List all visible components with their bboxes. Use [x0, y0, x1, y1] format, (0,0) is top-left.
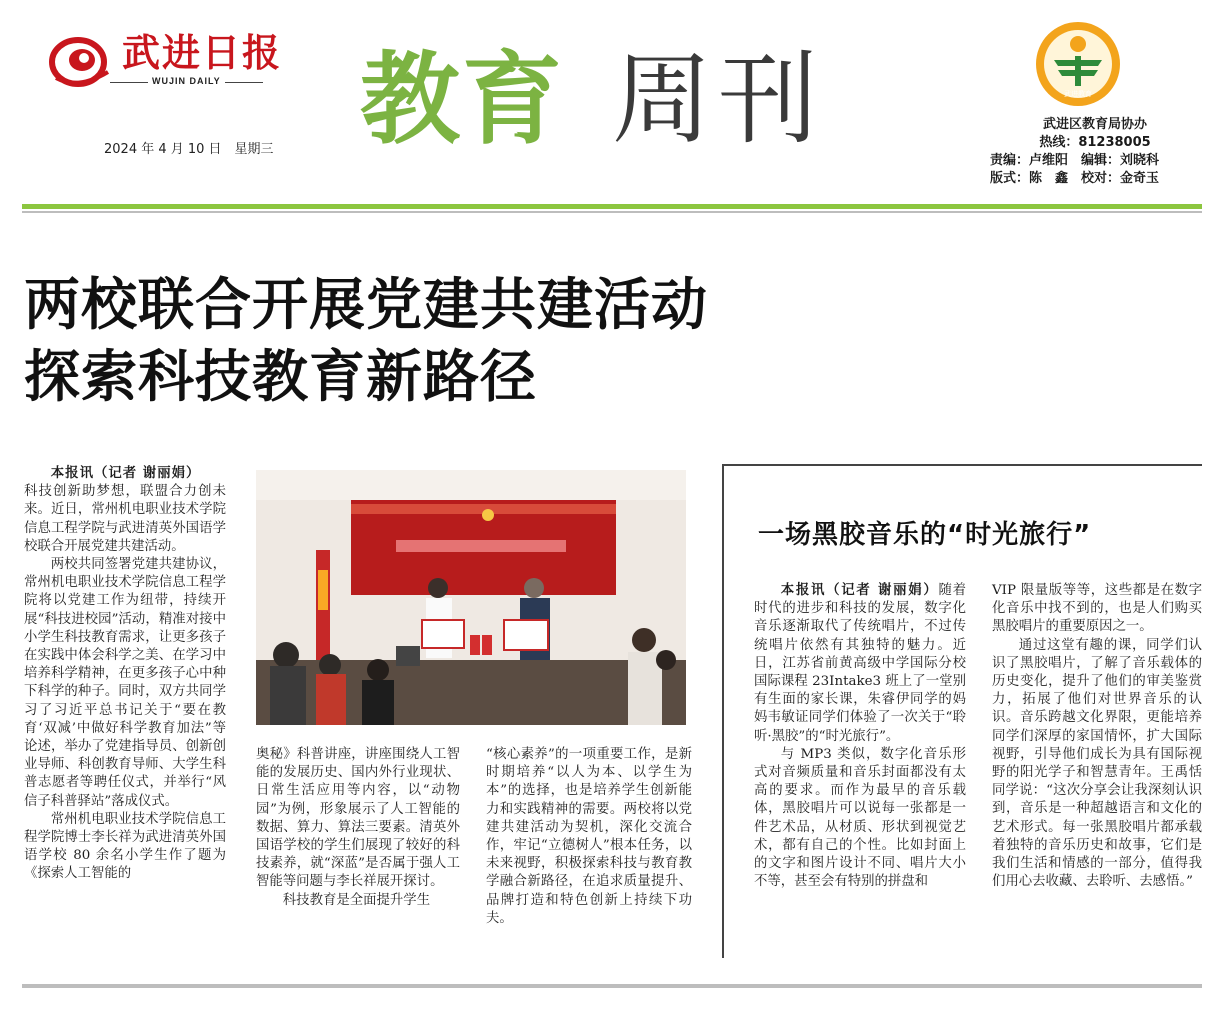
layout-line: 版式：陈 鑫 校对：金奇玉	[990, 171, 1160, 186]
masthead-divider-thin	[22, 211, 1202, 213]
sidebar-paragraph: VIP 限量版等等，这些都是在数字化音乐中找不到的，也是人们购买黑胶唱片的重要原因之一。	[992, 583, 1202, 635]
headline-line-1: 两校联合开展党建共建活动	[24, 273, 708, 338]
credits-block	[990, 116, 1200, 188]
article-paragraph: 科技教育是全面提升学生	[282, 892, 431, 908]
article-paragraph: “核心素养”的一项重要工作，是新时期培养“以人为本、以学生为本”的选择，也是培养学生创新能力和实践精神的需要。两校将以党建共建活动为契机，深化交流合作，牢记“立德树人”根本任务，以未来视野，积极探索科技与教育教学融合新路径，在追求质量提升、品牌打造和特色创新上持续下功夫。	[486, 747, 692, 926]
wujin-education-badge-icon	[1034, 20, 1122, 108]
editor-line: 责编：卢维阳 编辑：刘晓科	[990, 153, 1160, 168]
article-paragraph: 奥秘》科普讲座，讲座围绕人工智能的发展历史、国内外行业现状、日常生活应用等内容，以“动物园”为例，形象展示了人工智能的数据、算力、算法三要素。清英外国语学校的学生们展现了较好的科技素养，就“深蓝”是否属于强人工智能等问题与李长祥展开探讨。	[256, 747, 460, 890]
hotline-line: 热线：81238005	[1039, 135, 1151, 150]
sidebar-column-2	[992, 582, 1202, 891]
headline-line-2: 探索科技教育新路径	[24, 345, 537, 410]
section-title-education: 教育	[360, 41, 564, 158]
badge-text: 武进教育	[1064, 90, 1092, 98]
article-paragraph: 两校共同签署党建共建协议，常州机电职业技术学院信息工程学院将以党建工作为纽带，持续开展“科技进校园”活动，精准对接中小学生科技教育需求，让更多孩子在实践中体会科学之美、在学习中培养科学精神，在更多孩子心中种下科学的种子。同时，双方共同学习了习近平总书记关于“要在教育‘双减’中做好科学教育加法”等论述，举办了党建指导员、创新创业导师、科创教育导师、大学生科普志愿者等聘任仪式，并举行“风信子科普驿站”落成仪式。	[24, 557, 226, 809]
article-paragraph: 常州机电职业技术学院信息工程学院博士李长祥为武进清英外国语学校 80 余名小学生作了题为《探索人工智能的	[24, 811, 226, 882]
sidebar-title: 一场黑胶音乐的“时光旅行”	[758, 520, 1092, 550]
sidebar-paragraph-lead: 随着时代的进步和科技的发展，数字化音乐逐渐取代了传统唱片，不过传统唱片依然有其独特的魅力。近日，江苏省前黄高级中学国际分校国际课程 23Intake3 班上了一堂别有生面的家长课，朱睿伊同学的妈妈韦敏证同学们体验了一次关于“聆听·黑胶”的“时光旅行”。	[754, 583, 967, 744]
article-paragraph: 科技创新助梦想，联盟合力创未来。近日，常州机电职业技术学院信息工程学院与武进清英外国语学校联合开展党建共建活动。	[24, 484, 226, 554]
article-headline	[24, 270, 708, 414]
sidebar-paragraph: 与 MP3 类似，数字化音乐形式对音频质量和音乐封面都没有太高的要求。而作为最早的音乐载体，黑胶唱片可以说每一张都是一件艺术品，从材质、形状到视觉艺术，都有自己的个性。比如封面上的文字和图片设计不同、唱片大小不等，甚至会有特别的拼盘和	[754, 746, 966, 890]
section-title-weekly: 周刊	[612, 41, 824, 158]
issue-date: 2024 年 4 月 10 日 星期三	[104, 142, 274, 157]
organizer-line: 武进区教育局协办	[1042, 117, 1147, 132]
signing-ceremony-photo	[256, 470, 686, 725]
paper-name-en: WUJIN DAILY	[152, 76, 221, 86]
sidebar-column-1	[754, 582, 966, 891]
masthead-divider	[22, 204, 1202, 209]
article-column-1	[24, 465, 226, 884]
article-byline: 本报讯（记者 谢丽娟）	[50, 466, 201, 481]
article-column-3	[486, 746, 692, 928]
sidebar-paragraph: 通过这堂有趣的课，同学们认识了黑胶唱片，了解了音乐载体的历史变化，提升了他们的审美鉴赏力，拓展了他们对世界音乐的认识。音乐跨越文化界限，更能培养同学们深厚的家国情怀，扩大国际视野，引导他们成长为具有国际视野的阳光学子和智慧青年。王禹恬同学说：“这次分享会让我深刻认识到，音乐是一种超越语言和文化的艺术形式。每一张黑胶唱片都承载着独特的音乐历史和故事，它们是我们生活和情感的一部分，值得我们用心去收藏、去聆听、去感悟。”	[992, 637, 1202, 890]
article-column-2	[256, 746, 460, 910]
page-bottom-rule	[22, 984, 1202, 988]
newspaper-logo	[48, 28, 298, 98]
sidebar-byline: 本报讯（记者 谢丽娟）	[780, 583, 939, 598]
paper-name: 武进日报	[122, 30, 283, 75]
logo-swirl-icon	[48, 32, 118, 88]
